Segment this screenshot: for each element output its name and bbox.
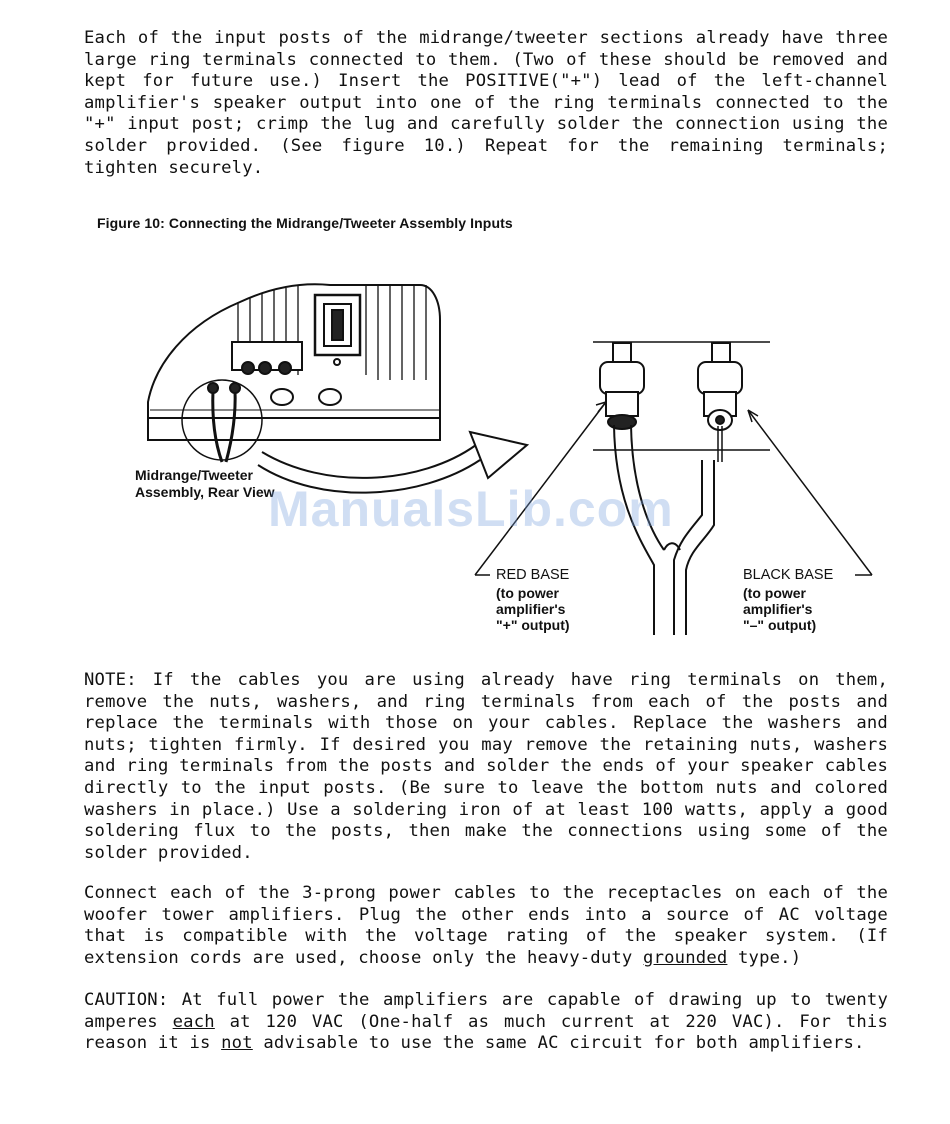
black-base-line3: amplifier's [743,601,813,617]
power-text-before: Connect each of the 3-prong power cables to the receptacles on each of the woofer tower amplifiers. Plug the other ends into a source of AC voltage that is compatible with the voltage rating of the speaker system. (If extension cords are used, choose only the heavy-duty [84,883,888,968]
assembly-rear-view [148,284,440,462]
intro-paragraph: Each of the input posts of the midrange/tweeter sections already have three large ring terminals connected to them. (Two of these should be removed and kept for future use.) Insert the POSITIVE("+") lead of the left-channel amplifier's speaker output into one of the ring terminals connected to the "+" input post; crimp the lug and carefully solder the connection using the solder provided. (See figure 10.) Repeat for the remaining terminals; tighten securely. [84,28,888,178]
caution-text-1: CAUTION: At full power the amplifiers are capable of drawing up to twenty amperes [84,990,888,1032]
caution-text-2: at 120 VAC (One-half as much current at 220 VAC). For this reason it is [84,1011,888,1054]
figure-caption: Figure 10: Connecting the Midrange/Tweeter Assembly Inputs [97,215,513,231]
red-base-line3: amplifier's [496,601,566,617]
caution-text-3: advisable to use the same AC circuit for both amplifiers. [252,1033,865,1054]
assembly-label-line2: Assembly, Rear View [135,484,275,500]
assembly-label-line1: Midrange/Tweeter [135,467,253,483]
black-base-line1: BLACK BASE [743,567,834,583]
figure-10 [0,240,950,650]
black-base-line4: "–" output) [743,617,817,633]
grounded-emphasis: grounded [643,947,728,968]
watermark: ManualsLib.com [268,481,674,537]
note-paragraph: NOTE: If the cables you are using already have ring terminals on them, remove the nuts, washers, and ring terminals from each of the posts and replace the terminals with those on your cables. Replace the washers and nuts; tighten firmly. If desired you may remove the retaining nuts, washers and ring terminals from the posts and solder the ends of your speaker cables directly to the input posts. (Be sure to leave the bottom nuts and colored washers in place.) Use a soldering iron of at least 100 watts, apply a good soldering flux to the posts, then make the connections using some of the solder provided. [84,670,888,863]
power-paragraph [84,883,888,969]
red-base-line2: (to power [496,585,559,601]
not-emphasis: not [221,1033,253,1054]
power-text-after: type.) [727,947,802,968]
caution-paragraph [84,990,888,1055]
figure-drawing [0,240,950,650]
red-base-line4: "+" output) [496,617,570,633]
each-emphasis: each [172,1011,215,1032]
pointer-arrow [258,432,527,493]
black-base-line2: (to power [743,585,806,601]
red-base-line1: RED BASE [496,567,570,583]
